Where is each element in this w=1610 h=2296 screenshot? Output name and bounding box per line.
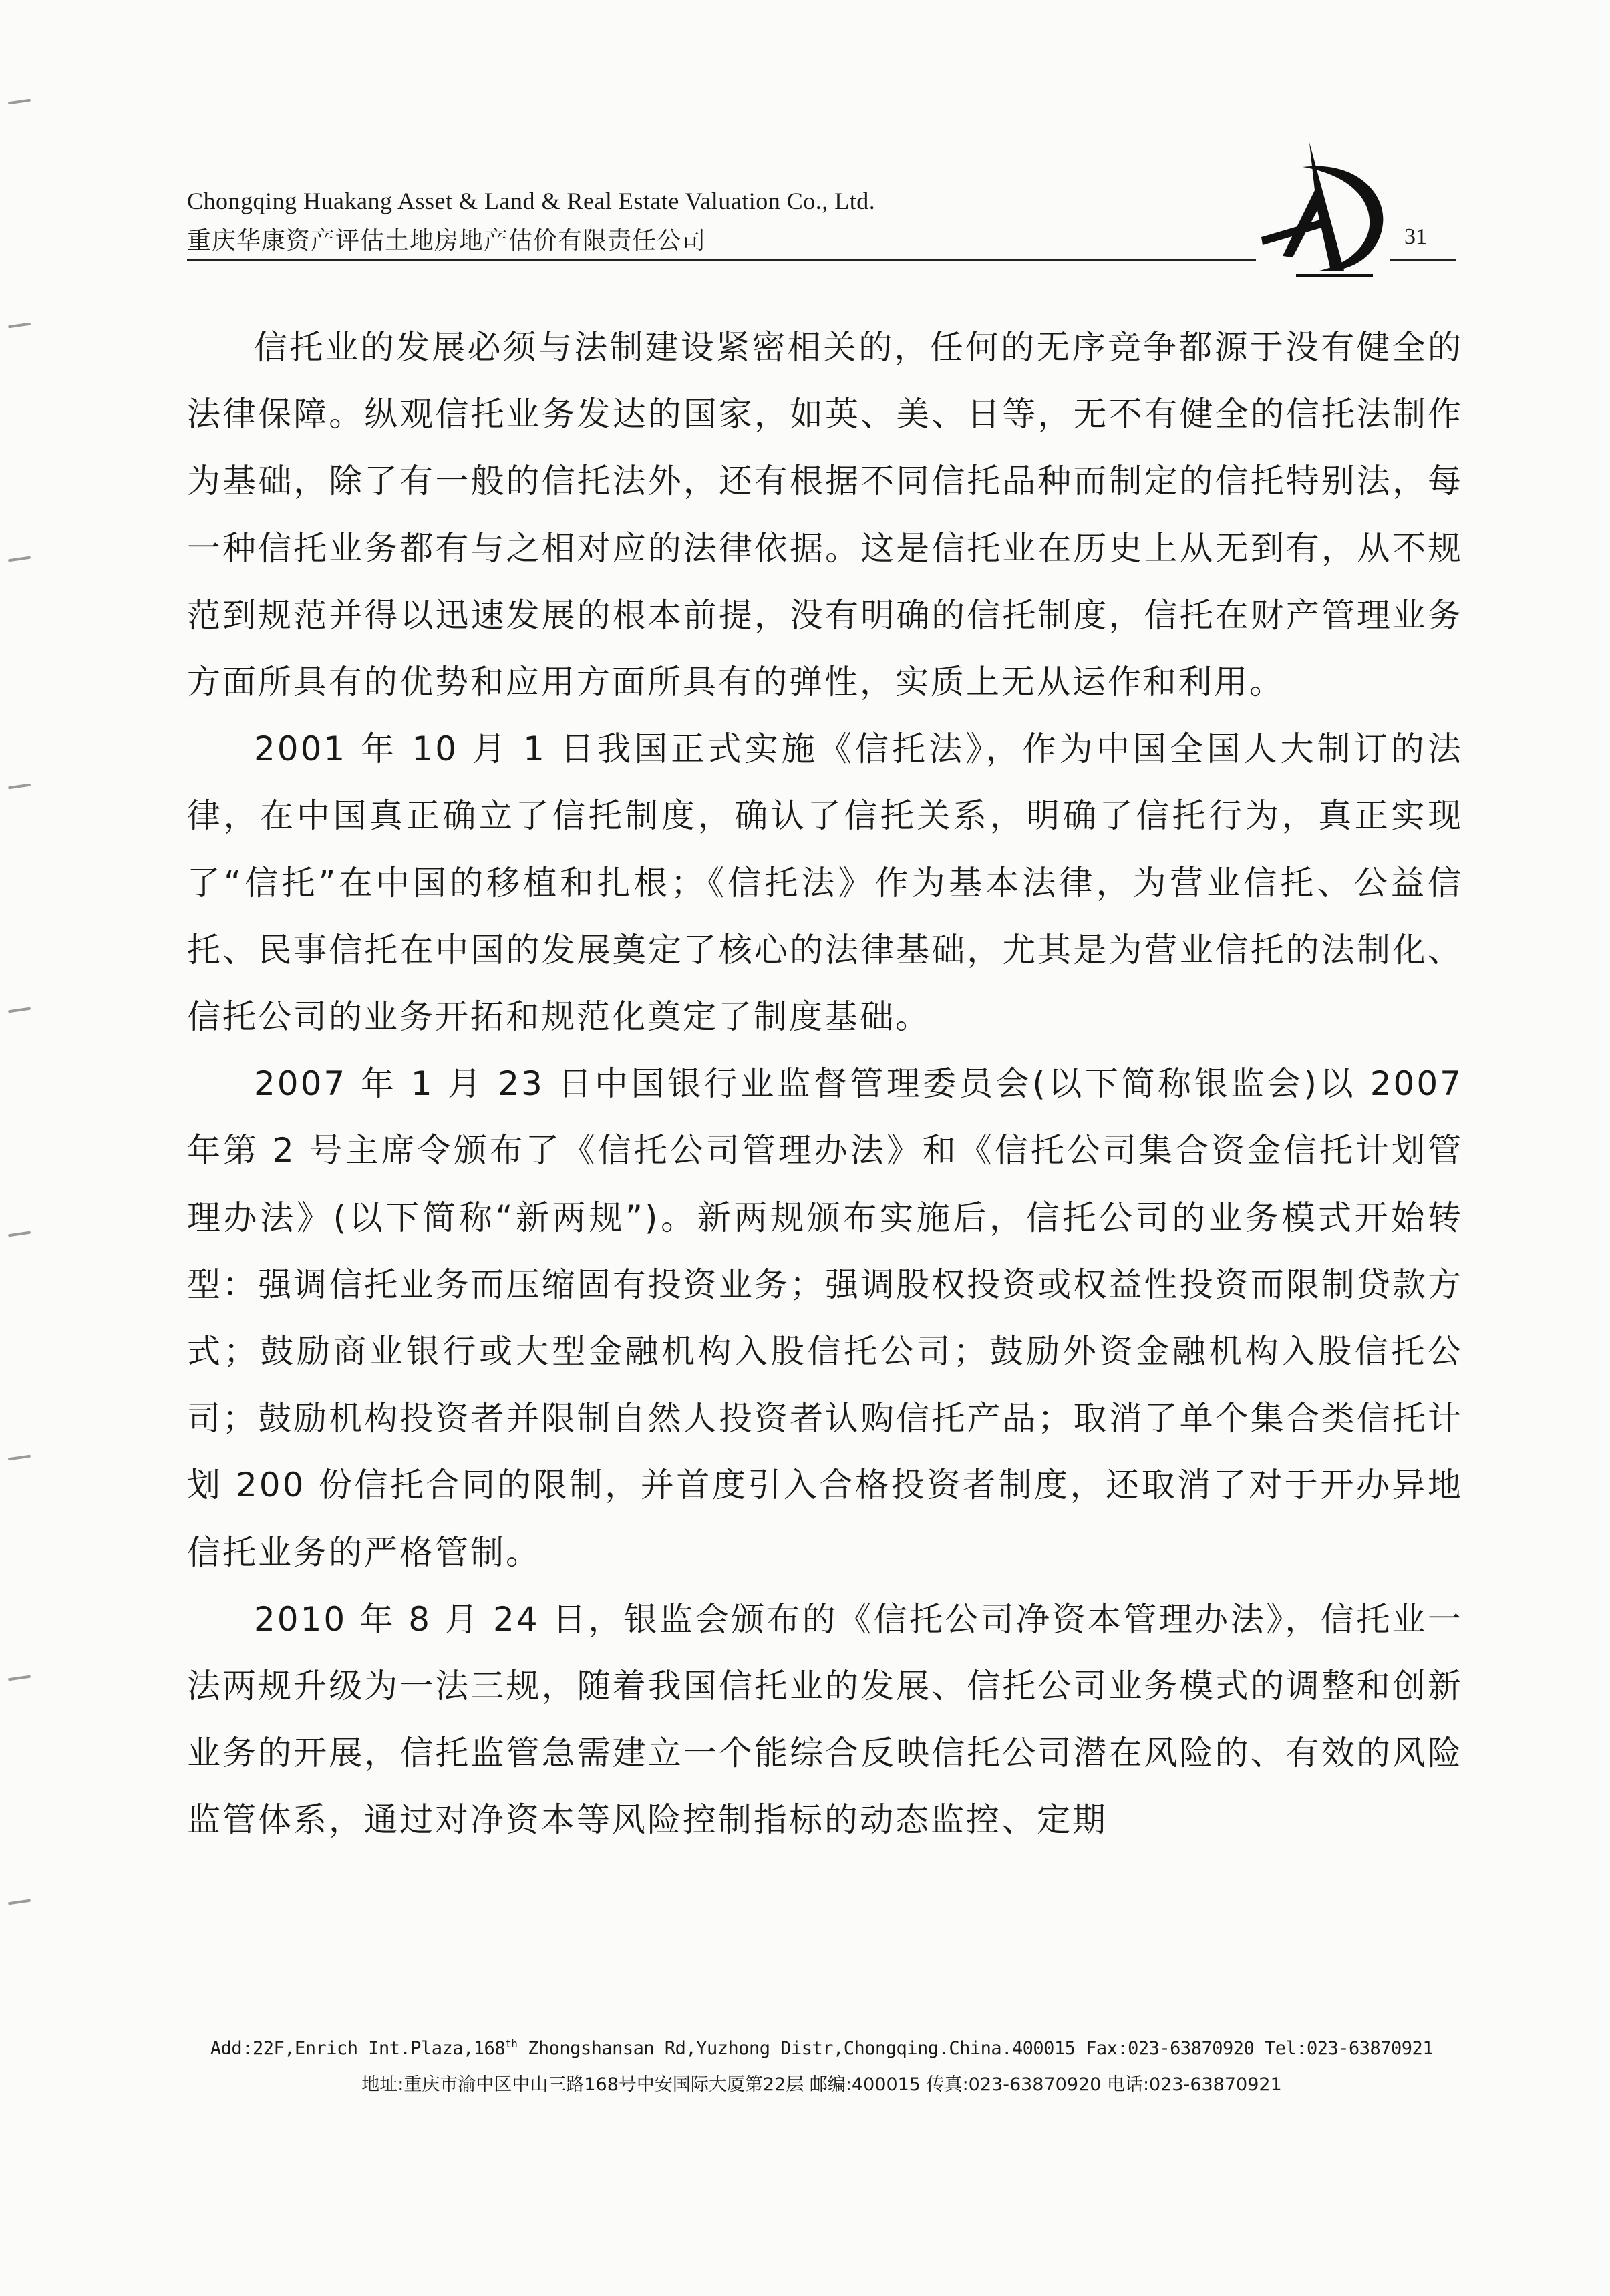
document-body [187,314,1463,1854]
paragraph: 信托业的发展必须与法制建设紧密相关的，任何的无序竞争都源于没有健全的法律保障。纵观信托业务发达的国家，如英、美、日等，无不有健全的信托法制作为基础，除了有一般的信托法外，还有根据不同信托品种而制定的信托特别法，每一种信托业务都有与之相对应的法律依据。这是信托业在历史上从无到有，从不规范到规范并得以迅速发展的根本前提，没有明确的信托制度，信托在财产管理业务方面所具有的优势和应用方面所具有的弹性，实质上无从运作和利用。 [187,328,1463,702]
page-number: 31 [1404,224,1427,249]
stylized-A-logo-icon [1256,137,1390,281]
binding-mark [8,1899,31,1905]
footer-address-english [187,2037,1456,2059]
binding-mark [8,556,31,562]
paragraph: 2010 年 8 月 24 日，银监会颁布的《信托公司净资本管理办法》，信托业一法两规升级为一法三规，随着我国信托业的发展、信托公司业务模式的调整和创新业务的开展，信托监管急需建立一个能综合反映信托公司潜在风险的、有效的风险监管体系，通过对净资本等风险控制指标的动态监控、定期 [187,1599,1463,1840]
company-name-chinese: 重庆华康资产评估土地房地产估价有限责任公司 [187,227,707,255]
company-name-english: Chongqing Huakang Asset & Land & Real Estate Valuation Co., Ltd. [187,188,876,214]
binding-mark [8,784,31,790]
binding-mark [8,1455,31,1461]
header-rule [187,259,1256,261]
binding-mark [8,99,31,105]
paragraph: 2001 年 10 月 1 日我国正式实施《信托法》，作为中国全国人大制订的法律，在中国真正确立了信托制度，确认了信托关系，明确了信托行为，真正实现了“信托”在中国的移植和扎根；《信托法》作为基本法律，为营业信托、公益信托、民事信托在中国的发展奠定了核心的法律基础，尤其是为营业信托的法制化、信托公司的业务开拓和规范化奠定了制度基础。 [187,729,1463,1037]
footer-address-chinese: 地址:重庆市渝中区中山三路168号中安国际大厦第22层 邮编:400015 传真:023-63870920 电话:023-63870921 [361,2074,1282,2095]
footer-address-en-superscript: th [505,2037,518,2050]
paragraph: 2007 年 1 月 23 日中国银行业监督管理委员会(以下简称银监会)以 2007 年第 2 号主席令颁布了《信托公司管理办法》和《信托公司集合资金信托计划管理办法》(以下简称“新两规”)。新两规颁布实施后，信托公司的业务模式开始转型：强调信托业务而压缩固有投资业务；强调股权投资或权益性投资而限制贷款方式；鼓励商业银行或大型金融机构入股信托公司；鼓励外资金融机构入股信托公司；鼓励机构投资者并限制自然人投资者认购信托产品；取消了单个集合类信托计划 200 份信托合同的限制，并首度引入合格投资者制度，还取消了对于开办异地信托业务的严格管制。 [187,1064,1463,1572]
footer-address-en-part1: Add:22F,Enrich Int.Plaza,168 [210,2038,506,2059]
page-number-rule [1390,259,1456,261]
binding-mark [8,1675,31,1681]
binding-mark [8,1007,31,1013]
footer-address-en-part2: Zhongshansan Rd,Yuzhong Distr,Chongqing.China.400015 Fax:023-63870920 Tel:023-63870921 [517,2038,1434,2059]
binding-mark [8,1231,31,1237]
binding-mark [8,323,31,329]
